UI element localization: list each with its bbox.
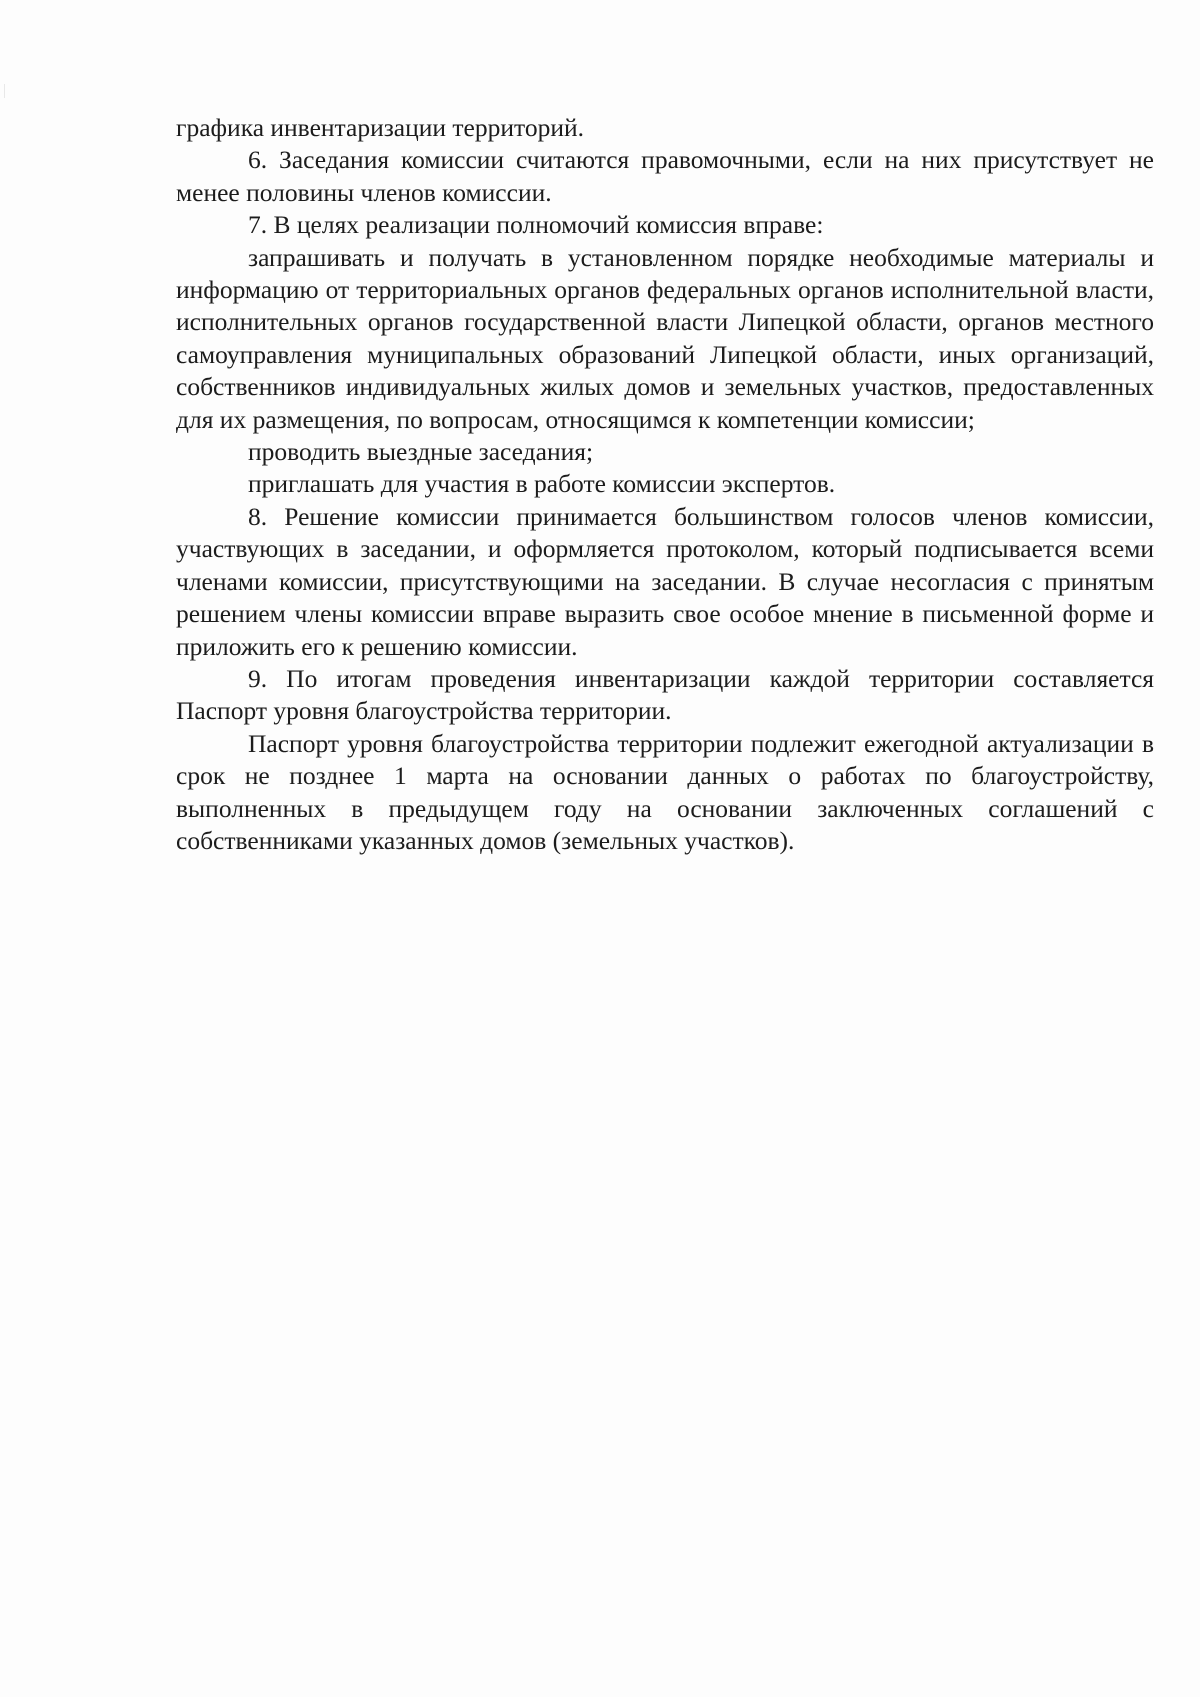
paragraph-item-9: 9. По итогам проведения инвентаризации каждой территории составляется Паспорт уровня благоустройства территории. — [176, 663, 1154, 726]
document-body — [176, 112, 1154, 857]
scan-artifact — [4, 84, 5, 98]
paragraph-field-meetings: проводить выездные заседания; — [248, 437, 594, 467]
paragraph-continuation: графика инвентаризации территорий. — [176, 113, 584, 142]
paragraph-item-7: 7. В целях реализации полномочий комиссия вправе: — [248, 210, 824, 240]
paragraph-item-8: 8. Решение комиссии принимается большинством голосов членов комиссии, участвующих в заседании, и оформляется протоколом, который подписывается всеми членами комиссии, присутствующими на заседании. В случае несогласия с принятым решением члены комиссии вправе выразить свое особое мнение в письменной форме и приложить его к решению комиссии. — [176, 501, 1154, 661]
paragraph-item-6: 6. Заседания комиссии считаются правомочными, если на них присутствует не менее половины членов комиссии. — [176, 145, 1154, 207]
paragraph-passport-update: Паспорт уровня благоустройства территории подлежит ежегодной актуализации в срок не позднее 1 марта на основании данных о работах по благоустройству, выполненных в предыдущем году на основании заключенных соглашений с собственниками указанных домов (земельных участков). — [176, 728, 1154, 855]
paragraph-request-materials: запрашивать и получать в установленном порядке необходимые материалы и информацию от территориальных органов федеральных органов исполнительной власти, исполнительных органов государственной власти Липецкой области, органов местного самоуправления муниципальных образований Липецкой области, иных организаций, собственников индивидуальных жилых домов и земельных участков, предоставленных для их размещения, по вопросам, относящимся к компетенции комиссии; — [176, 242, 1154, 434]
paragraph-invite-experts: приглашать для участия в работе комиссии экспертов. — [248, 469, 836, 499]
